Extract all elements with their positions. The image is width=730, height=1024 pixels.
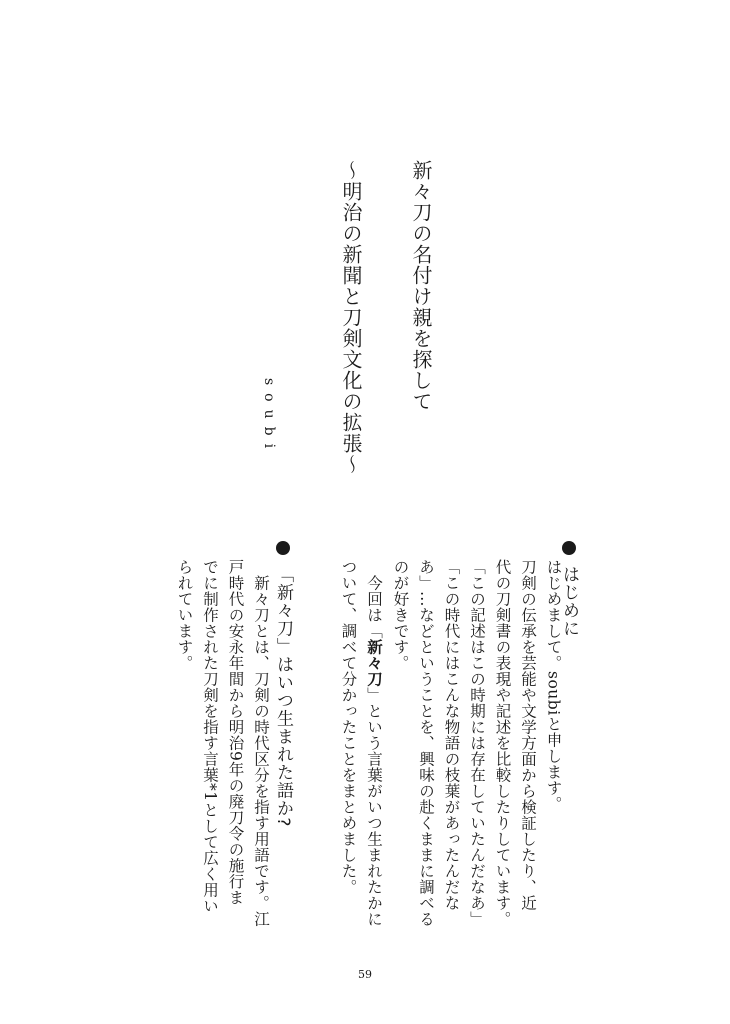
text-line: でに制作された刀剣を指す言葉*1として広く用い: [201, 559, 219, 914]
text-line: 新々刀とは、刀剣の時代区分を指す用語です。江: [252, 575, 270, 927]
text-line: のが好きです。: [391, 559, 410, 671]
text-line: はじめまして。soubiと申します。: [544, 559, 563, 812]
text-fragment: 今回は「: [365, 575, 383, 639]
text-line: 刀剣の伝承を芸能や文学方面から検証したり、近: [519, 559, 537, 911]
section-heading-text: はじめに: [559, 565, 579, 638]
text-line: [366, 559, 383, 927]
text-fragment: 」という言葉がいつ生まれたかに: [365, 687, 383, 927]
text-line: 戸時代の安永年間から明治9年の廃刀令の施行ま: [226, 559, 245, 906]
page-title: 新々刀の名付け親を探して: [409, 160, 433, 412]
emphasized-term: 新々刀: [365, 639, 384, 687]
section-heading-origin: [274, 541, 291, 827]
author-name: soubi: [261, 378, 277, 457]
bullet-icon: [276, 541, 290, 555]
text-line: られています。: [175, 559, 194, 671]
paragraph-intro: [330, 559, 561, 927]
page-subtitle: 〜明治の新聞と刀剣文化の拡張〜: [339, 160, 363, 475]
text-line: あ」…などということを、興味の赴くままに調べる: [417, 559, 435, 927]
text-line: ついて、調べて分かったことをまとめました。: [339, 559, 358, 895]
paragraph-origin: [166, 559, 268, 927]
text-line: 代の刀剣書の表現や記述を比較したりしています。: [493, 559, 512, 927]
section-heading-text: 「新々刀」はいつ生まれた語か?: [273, 565, 293, 828]
page-number: 59: [358, 968, 372, 981]
text-line: 「この記述はこの時期には存在していたんだなあ」: [468, 559, 486, 927]
text-line: 「この時代にはこんな物語の枝葉があったんだな: [442, 559, 461, 911]
section-heading-intro: [560, 541, 577, 637]
bullet-icon: [562, 541, 576, 555]
